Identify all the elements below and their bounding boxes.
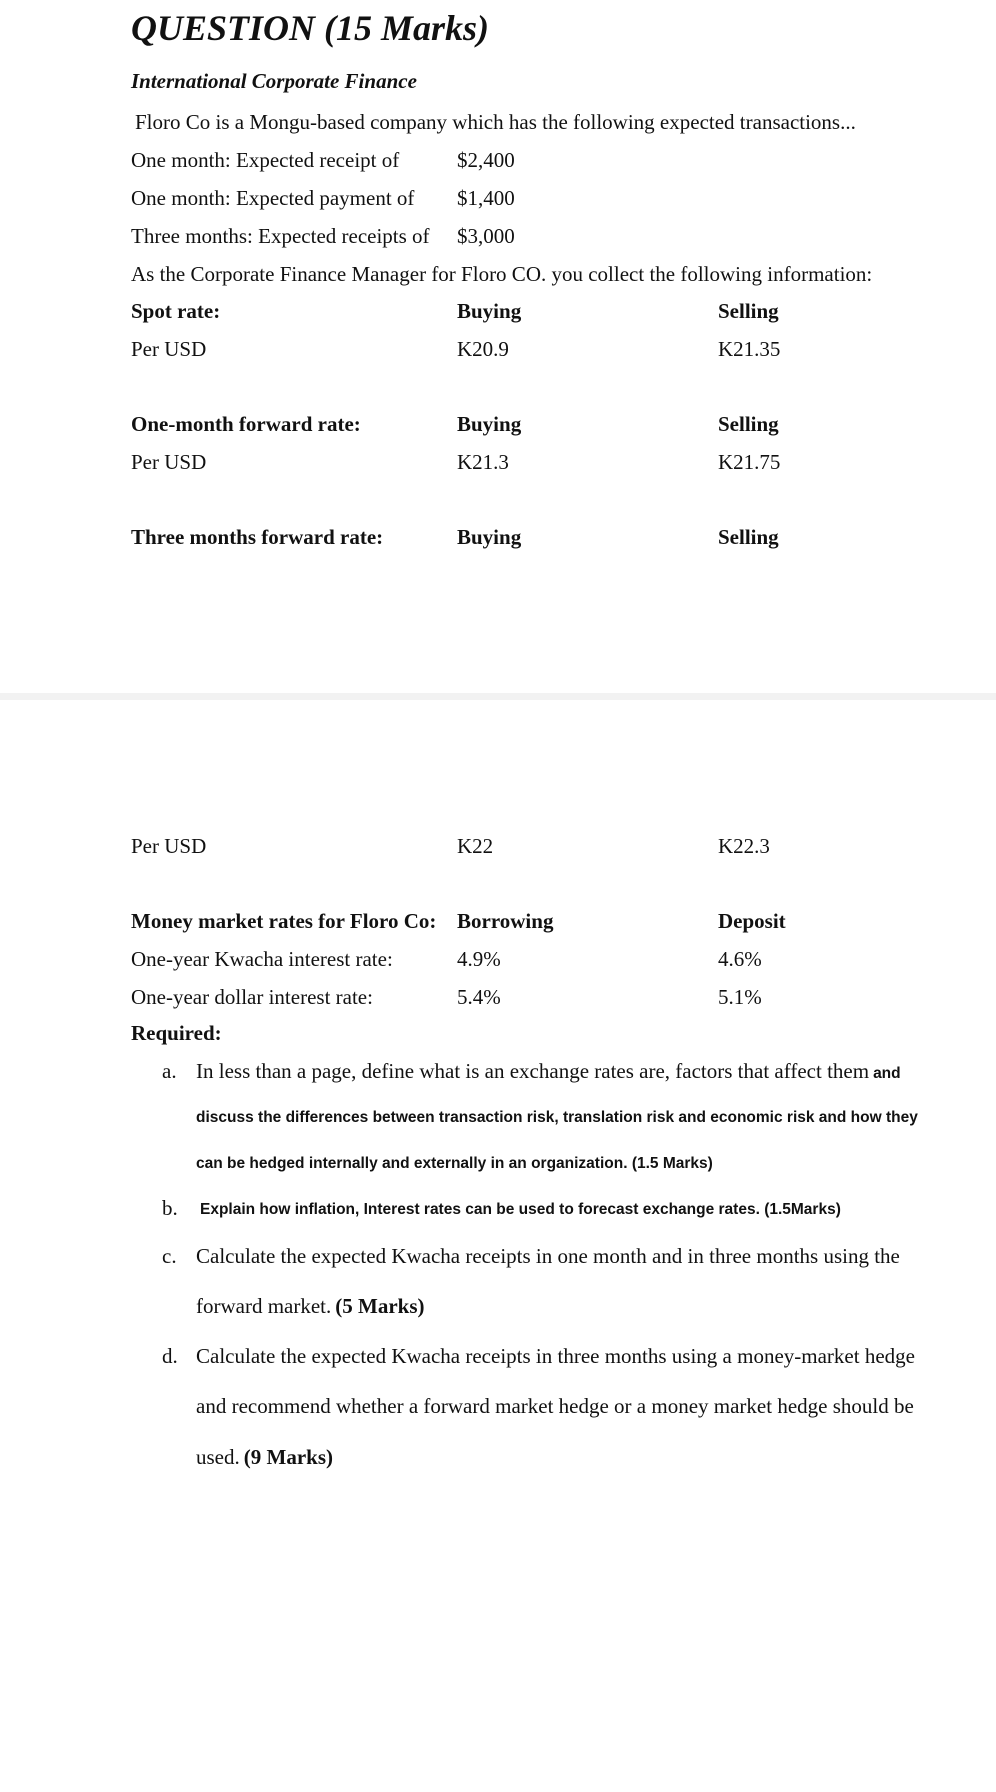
interest-rate-label: One-year dollar interest rate:: [131, 985, 373, 1009]
spot-buy-value: K20.9: [457, 337, 509, 361]
transaction-amount: $2,400: [457, 148, 515, 172]
three-month-forward-heading: Three months forward rate:: [131, 525, 384, 549]
list-item-c-line1: Calculate the expected Kwacha receipts in one month and in three months using the: [196, 1244, 900, 1268]
list-item-d-line1: Calculate the expected Kwacha receipts in three months using a money-market hedge: [196, 1344, 915, 1368]
one-month-buy-value: K21.3: [457, 450, 509, 474]
deposit-rate-value: 4.6%: [718, 947, 762, 971]
list-item-letter: a.: [162, 1059, 177, 1083]
list-item-c-line2: [196, 1296, 425, 1317]
transaction-amount: $3,000: [457, 224, 515, 248]
page-title: QUESTION (15 Marks): [131, 8, 490, 48]
column-header-selling: Selling: [718, 299, 779, 323]
transaction-label: One month: Expected payment of: [131, 186, 415, 210]
spot-rate-heading: Spot rate:: [131, 299, 221, 323]
list-item-text: forward market.: [196, 1294, 332, 1318]
list-item-a-line2: discuss the differences between transaction risk, translation risk and economic risk and how they: [196, 1109, 918, 1126]
one-month-forward-heading: One-month forward rate:: [131, 412, 361, 436]
spot-sell-value: K21.35: [718, 337, 781, 361]
document-page-1: [0, 0, 996, 693]
list-item-letter: d.: [162, 1344, 178, 1368]
rate-row-label: Per USD: [131, 450, 207, 474]
column-header-deposit: Deposit: [718, 909, 786, 933]
transaction-label: Three months: Expected receipts of: [131, 224, 430, 248]
column-header-selling: Selling: [718, 412, 779, 436]
column-header-selling: Selling: [718, 525, 779, 549]
borrowing-rate-value: 5.4%: [457, 985, 501, 1009]
list-item-text: used.: [196, 1445, 240, 1469]
list-item-text: and: [873, 1065, 901, 1082]
one-month-sell-value: K21.75: [718, 450, 781, 474]
required-heading: Required:: [131, 1021, 222, 1045]
transaction-amount: $1,400: [457, 186, 515, 210]
three-month-buy-value: K22: [457, 834, 494, 858]
money-market-heading: Money market rates for Floro Co:: [131, 909, 437, 933]
rate-row-label: Per USD: [131, 337, 207, 361]
marks-label: (5 Marks): [335, 1294, 425, 1318]
list-item-letter: b.: [162, 1196, 178, 1220]
list-item-a-line1: [196, 1061, 901, 1082]
section-subtitle: International Corporate Finance: [131, 69, 417, 93]
list-item-letter-a: [162, 1061, 177, 1082]
column-header-borrowing: Borrowing: [457, 909, 554, 933]
list-item-a-line3: can be hedged internally and externally in an organization. (1.5 Marks): [196, 1155, 713, 1172]
transaction-label: One month: Expected receipt of: [131, 148, 400, 172]
borrowing-rate-value: 4.9%: [457, 947, 501, 971]
page-break: [0, 693, 996, 700]
list-item-text: In less than a page, define what is an exchange rates are, factors that affect them: [196, 1059, 870, 1083]
info-line: As the Corporate Finance Manager for Floro CO. you collect the following information:: [131, 262, 873, 286]
list-item-letter: c.: [162, 1244, 177, 1268]
list-item-d-line2: and recommend whether a forward market hedge or a money market hedge should be: [196, 1394, 914, 1418]
list-item-d-line3: [196, 1447, 333, 1468]
interest-rate-label: One-year Kwacha interest rate:: [131, 947, 393, 971]
column-header-buying: Buying: [457, 299, 522, 323]
intro-line: Floro Co is a Mongu-based company which has the following expected transactions...: [135, 110, 856, 134]
marks-label: (9 Marks): [243, 1445, 333, 1469]
rate-row-label: Per USD: [131, 834, 207, 858]
list-item-b-line1: Explain how inflation, Interest rates can be used to forecast exchange rates. (1.5Marks): [200, 1201, 841, 1218]
three-month-sell-value: K22.3: [718, 834, 770, 858]
deposit-rate-value: 5.1%: [718, 985, 762, 1009]
column-header-buying: Buying: [457, 412, 522, 436]
column-header-buying: Buying: [457, 525, 522, 549]
